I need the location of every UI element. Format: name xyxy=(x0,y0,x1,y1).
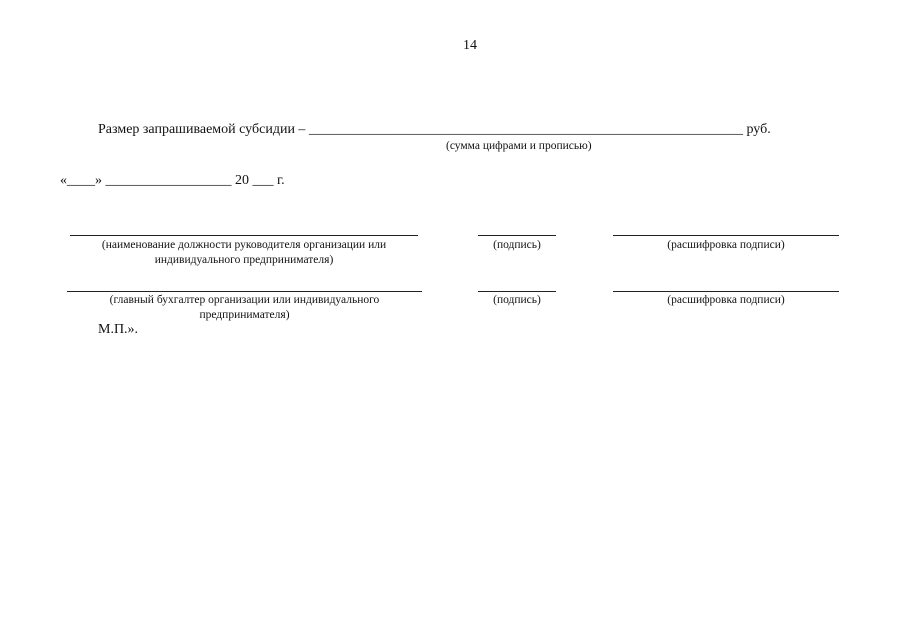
subsidy-amount-hint: (сумма цифрами и прописью) xyxy=(446,140,592,152)
position-caption-1-line1: (наименование должности руководителя организации или xyxy=(101,239,387,251)
date-year-prefix: 20 xyxy=(235,173,249,188)
position-line-1[interactable] xyxy=(70,235,418,236)
position-caption-2-line2: предпринимателя) xyxy=(199,309,290,321)
decoding-line-1[interactable] xyxy=(613,235,839,236)
stamp-place: М.П.». xyxy=(98,322,139,337)
date-line xyxy=(60,173,285,189)
date-day-blank[interactable]: «____» xyxy=(60,173,102,188)
decoding-caption-1: (расшифровка подписи) xyxy=(667,239,785,251)
subsidy-amount-blank[interactable]: ______________________________________________________________ xyxy=(308,122,743,137)
signature-line-1[interactable] xyxy=(478,235,556,236)
date-year-blank[interactable]: ___ xyxy=(252,173,274,188)
position-caption-1-line2: индивидуального предпринимателя) xyxy=(154,254,334,266)
position-caption-2 xyxy=(67,293,422,323)
subsidy-label: Размер запрашиваемой субсидии – xyxy=(98,122,306,137)
subsidy-unit: руб. xyxy=(746,122,771,137)
signature-line-2[interactable] xyxy=(478,291,556,292)
signature-caption-1: (подпись) xyxy=(493,239,541,251)
signature-caption-2: (подпись) xyxy=(493,294,541,306)
decoding-line-2[interactable] xyxy=(613,291,839,292)
position-line-2[interactable] xyxy=(67,291,422,292)
date-year-suffix: г. xyxy=(277,173,285,188)
page-number: 14 xyxy=(463,38,477,53)
subsidy-amount-line xyxy=(98,122,771,138)
decoding-caption-2: (расшифровка подписи) xyxy=(667,294,785,306)
position-caption-1 xyxy=(70,238,418,268)
position-caption-2-line1: (главный бухгалтер организации или индивидуального xyxy=(109,294,380,306)
date-month-blank[interactable]: __________________ xyxy=(105,173,232,188)
